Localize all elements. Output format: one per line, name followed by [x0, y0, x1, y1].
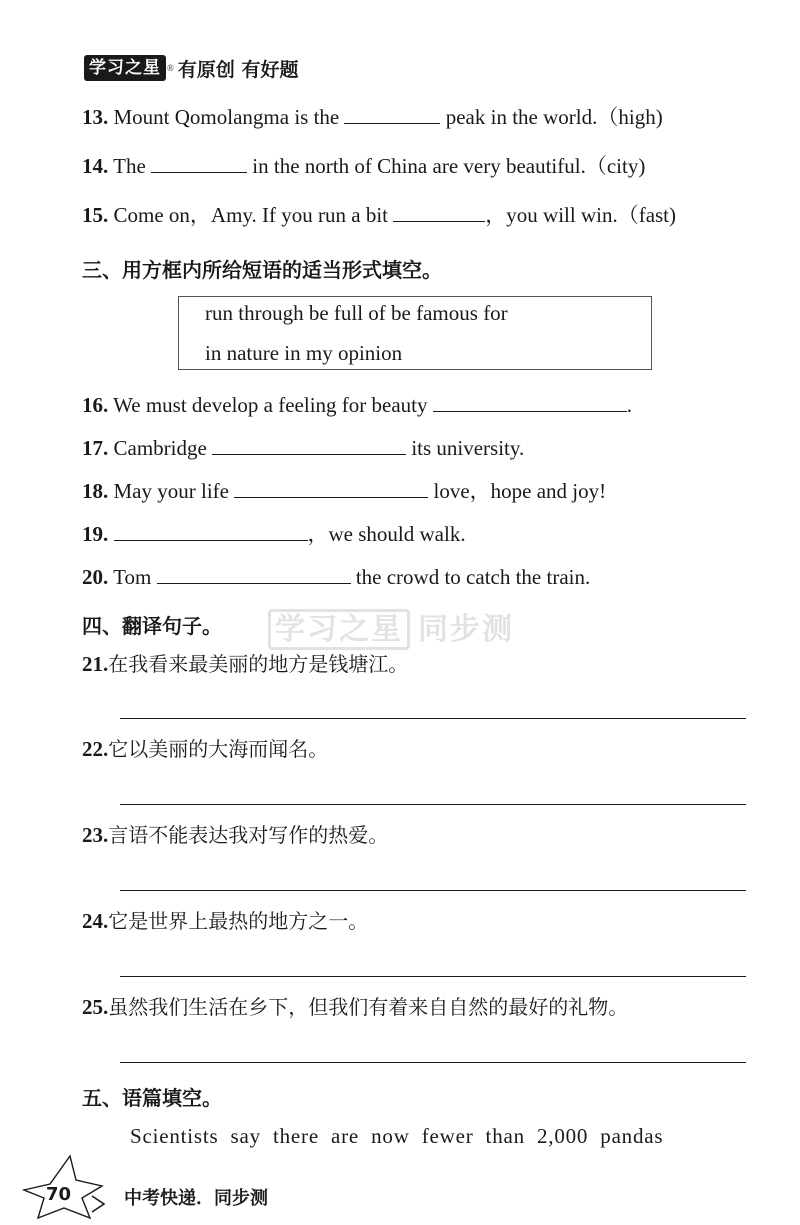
- answer-blank[interactable]: [393, 201, 485, 222]
- question-number: 13.: [82, 105, 109, 129]
- question-text: .: [626, 393, 632, 417]
- question-text: May your life: [108, 479, 235, 503]
- question-text: Tom: [108, 565, 157, 589]
- question-25: [82, 993, 628, 1021]
- question-number: 15.: [82, 203, 109, 227]
- question-number: 24.: [82, 909, 109, 933]
- question-text: 它是世界上最热的地方之一。: [108, 909, 369, 933]
- question-number: 20.: [82, 565, 109, 589]
- answer-blank[interactable]: [157, 563, 351, 584]
- section-4-title: 四、翻译句子。: [82, 614, 222, 638]
- question-number: 21.: [82, 652, 109, 676]
- question-text: We must develop a feeling for beauty: [108, 393, 433, 417]
- question-text: ，you will win.（fast): [485, 203, 677, 227]
- answer-blank[interactable]: [212, 434, 406, 455]
- answer-line-25[interactable]: [120, 1062, 746, 1063]
- question-number: 22.: [82, 737, 109, 761]
- question-18: [82, 477, 606, 505]
- watermark: [268, 604, 514, 648]
- phrase-box-line-2: in nature in my opinion: [205, 341, 403, 365]
- watermark-logo: 学习之星: [268, 609, 410, 650]
- registered-mark: ®: [167, 63, 174, 73]
- question-text: 虽然我们生活在乡下，但我们有着来自自然的最好的礼物。: [108, 995, 629, 1019]
- answer-line-22[interactable]: [120, 804, 746, 805]
- question-text: ，we should walk.: [307, 522, 466, 546]
- answer-blank[interactable]: [114, 520, 308, 541]
- question-22: [82, 735, 328, 763]
- passage-line-1: Scientists say there are now fewer than 2,000 pandas: [130, 1124, 664, 1148]
- star-outline-icon: [20, 1150, 130, 1220]
- question-number: 14.: [82, 154, 109, 178]
- question-20: [82, 563, 590, 591]
- answer-blank[interactable]: [433, 391, 627, 412]
- answer-blank[interactable]: [344, 103, 440, 124]
- answer-line-24[interactable]: [120, 976, 746, 977]
- question-14: [82, 152, 645, 180]
- question-text: Mount Qomolangma is the: [108, 105, 345, 129]
- question-text: its university.: [406, 436, 525, 460]
- question-text: in the north of China are very beautiful.（city): [247, 154, 646, 178]
- section-3-title: 三、用方框内所给短语的适当形式填空。: [82, 258, 442, 282]
- footer-title: 中考快递．同步测: [124, 1188, 268, 1209]
- question-number: 25.: [82, 995, 109, 1019]
- page-number: 70: [46, 1184, 72, 1205]
- phrase-box: [178, 296, 652, 370]
- question-number: 23.: [82, 823, 109, 847]
- question-text: Cambridge: [108, 436, 213, 460]
- question-16: [82, 391, 632, 419]
- question-17: [82, 434, 524, 462]
- page-header: [84, 50, 298, 86]
- header-slogan: 有原创 有好题: [177, 58, 299, 81]
- question-number: 16.: [82, 393, 109, 417]
- question-text: 言语不能表达我对写作的热爱。: [108, 823, 389, 847]
- question-text: Come on，Amy. If you run a bit: [108, 203, 394, 227]
- question-text: 它以美丽的大海而闻名。: [108, 737, 329, 761]
- question-text: love，hope and joy!: [428, 479, 607, 503]
- brand-logo: 学习之星: [84, 55, 166, 81]
- question-text: peak in the world.（high): [440, 105, 663, 129]
- question-text: the crowd to catch the train.: [350, 565, 591, 589]
- question-number: 19.: [82, 522, 109, 546]
- answer-blank[interactable]: [234, 477, 428, 498]
- question-23: [82, 821, 388, 849]
- question-15: [82, 201, 676, 229]
- question-24: [82, 907, 368, 935]
- question-21: [82, 650, 408, 678]
- question-number: 18.: [82, 479, 109, 503]
- question-19: [82, 520, 466, 548]
- watermark-text: 同步测: [418, 612, 514, 647]
- answer-blank[interactable]: [151, 152, 247, 173]
- question-13: [82, 103, 663, 131]
- question-number: 17.: [82, 436, 109, 460]
- answer-line-23[interactable]: [120, 890, 746, 891]
- section-5-title: 五、语篇填空。: [82, 1086, 222, 1110]
- answer-line-21[interactable]: [120, 718, 746, 719]
- question-text: 在我看来最美丽的地方是钱塘江。: [108, 652, 409, 676]
- phrase-box-line-1: run through be full of be famous for: [205, 301, 508, 325]
- page-footer: [20, 1150, 320, 1220]
- question-text: The: [108, 154, 152, 178]
